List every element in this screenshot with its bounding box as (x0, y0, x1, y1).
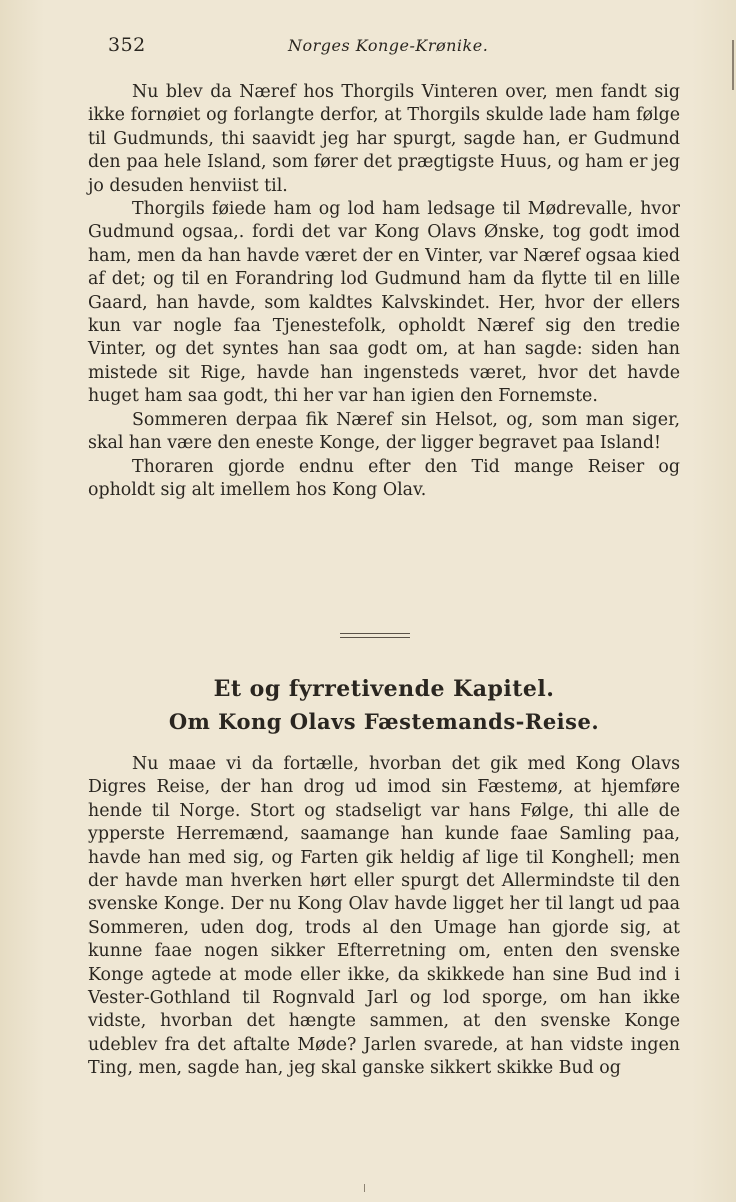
paragraph: Sommeren derpaa fik Næref sin Helsot, og, som man siger, skal han være den eneste Konge, der ligger begravet paa Island! (88, 409, 680, 454)
paragraph: Nu maae vi da fortælle, hvorban det gik med Kong Olavs Digres Reise, der han drog ud imod sin Fæstemø, at hjemføre hende til Norge. Stort og stadseligt var hans Følge, thi alle de ypperste Herremænd, saamange han kunde faae Samling paa, havde han med sig, og Farten gik heldig af lige til Konghell; men der havde man hverken hørt eller spurgt det Allermindste til den svenske Konge. Der nu Kong Olav havde ligget her til langt ud paa Sommeren, uden dog, trods al den Umage han gjorde sig, at kunne faae nogen sikker Efterretning om, enten den svenske Konge agtede at mode eller ikke, da skikkede han sine Bud ind i Vester-Gothland til Rognvald Jarl og lod sporge, om han ikke vidste, hvorban det hængte sammen, at den svenske Konge udeblev fra det aftalte Møde? Jarlen svarede, at han vidste ingen Ting, men, sagde han, jeg skal ganske sikkert skikke Bud og (88, 754, 680, 1079)
paragraph: Nu blev da Næref hos Thorgils Vinteren over, men fandt sig ikke fornøiet og forlangte derfor, at Thorgils skulde lade ham følge til Gudmunds, thi saavidt jeg har spurgt, sagde han, er Gudmund den paa hele Island, som fører det prægtigste Huus, og ham er jeg jo desuden henviist til. (88, 82, 680, 196)
section-divider (340, 633, 410, 641)
chapter-title: Et og fyrretivende Kapitel. (213, 676, 555, 702)
text-block-bottom (88, 753, 680, 1081)
page-number: 352 (108, 34, 146, 56)
divider-rule (340, 637, 410, 638)
page-edge-mark (732, 40, 734, 90)
running-head: Norges Konge-Krønike. (288, 36, 489, 55)
paragraph: Thoraren gjorde endnu efter den Tid mange Reiser og opholdt sig alt imellem hos Kong Olav. (88, 456, 680, 500)
divider-rule (340, 633, 410, 634)
paragraph: Thorgils føiede ham og lod ham ledsage til Mødrevalle, hvor Gudmund ogsaa,. fordi det var Kong Olavs Ønske, tog godt imod ham, men da han havde været der en Vinter, var Næref ogsaa kied af det; og til en Forandring lod Gudmund ham da flytte til en lille Gaard, han havde, som kaldtes Kalvskindet. Her, hvor der ellers kun var nogle faa Tjenestefolk, opholdt Næref sig den tredie Vinter, og det syntes han saa godt om, at han sagde: siden han mistede sit Rige, havde han ingensteds været, hvor det havde huget ham saa godt, thi her var han igien den Fornemste. (88, 199, 680, 407)
footer-mark (364, 1184, 365, 1192)
chapter-subtitle: Om Kong Olavs Fæstemands-Reise. (168, 709, 600, 734)
text-block-top (88, 81, 680, 502)
page-header (88, 34, 678, 60)
